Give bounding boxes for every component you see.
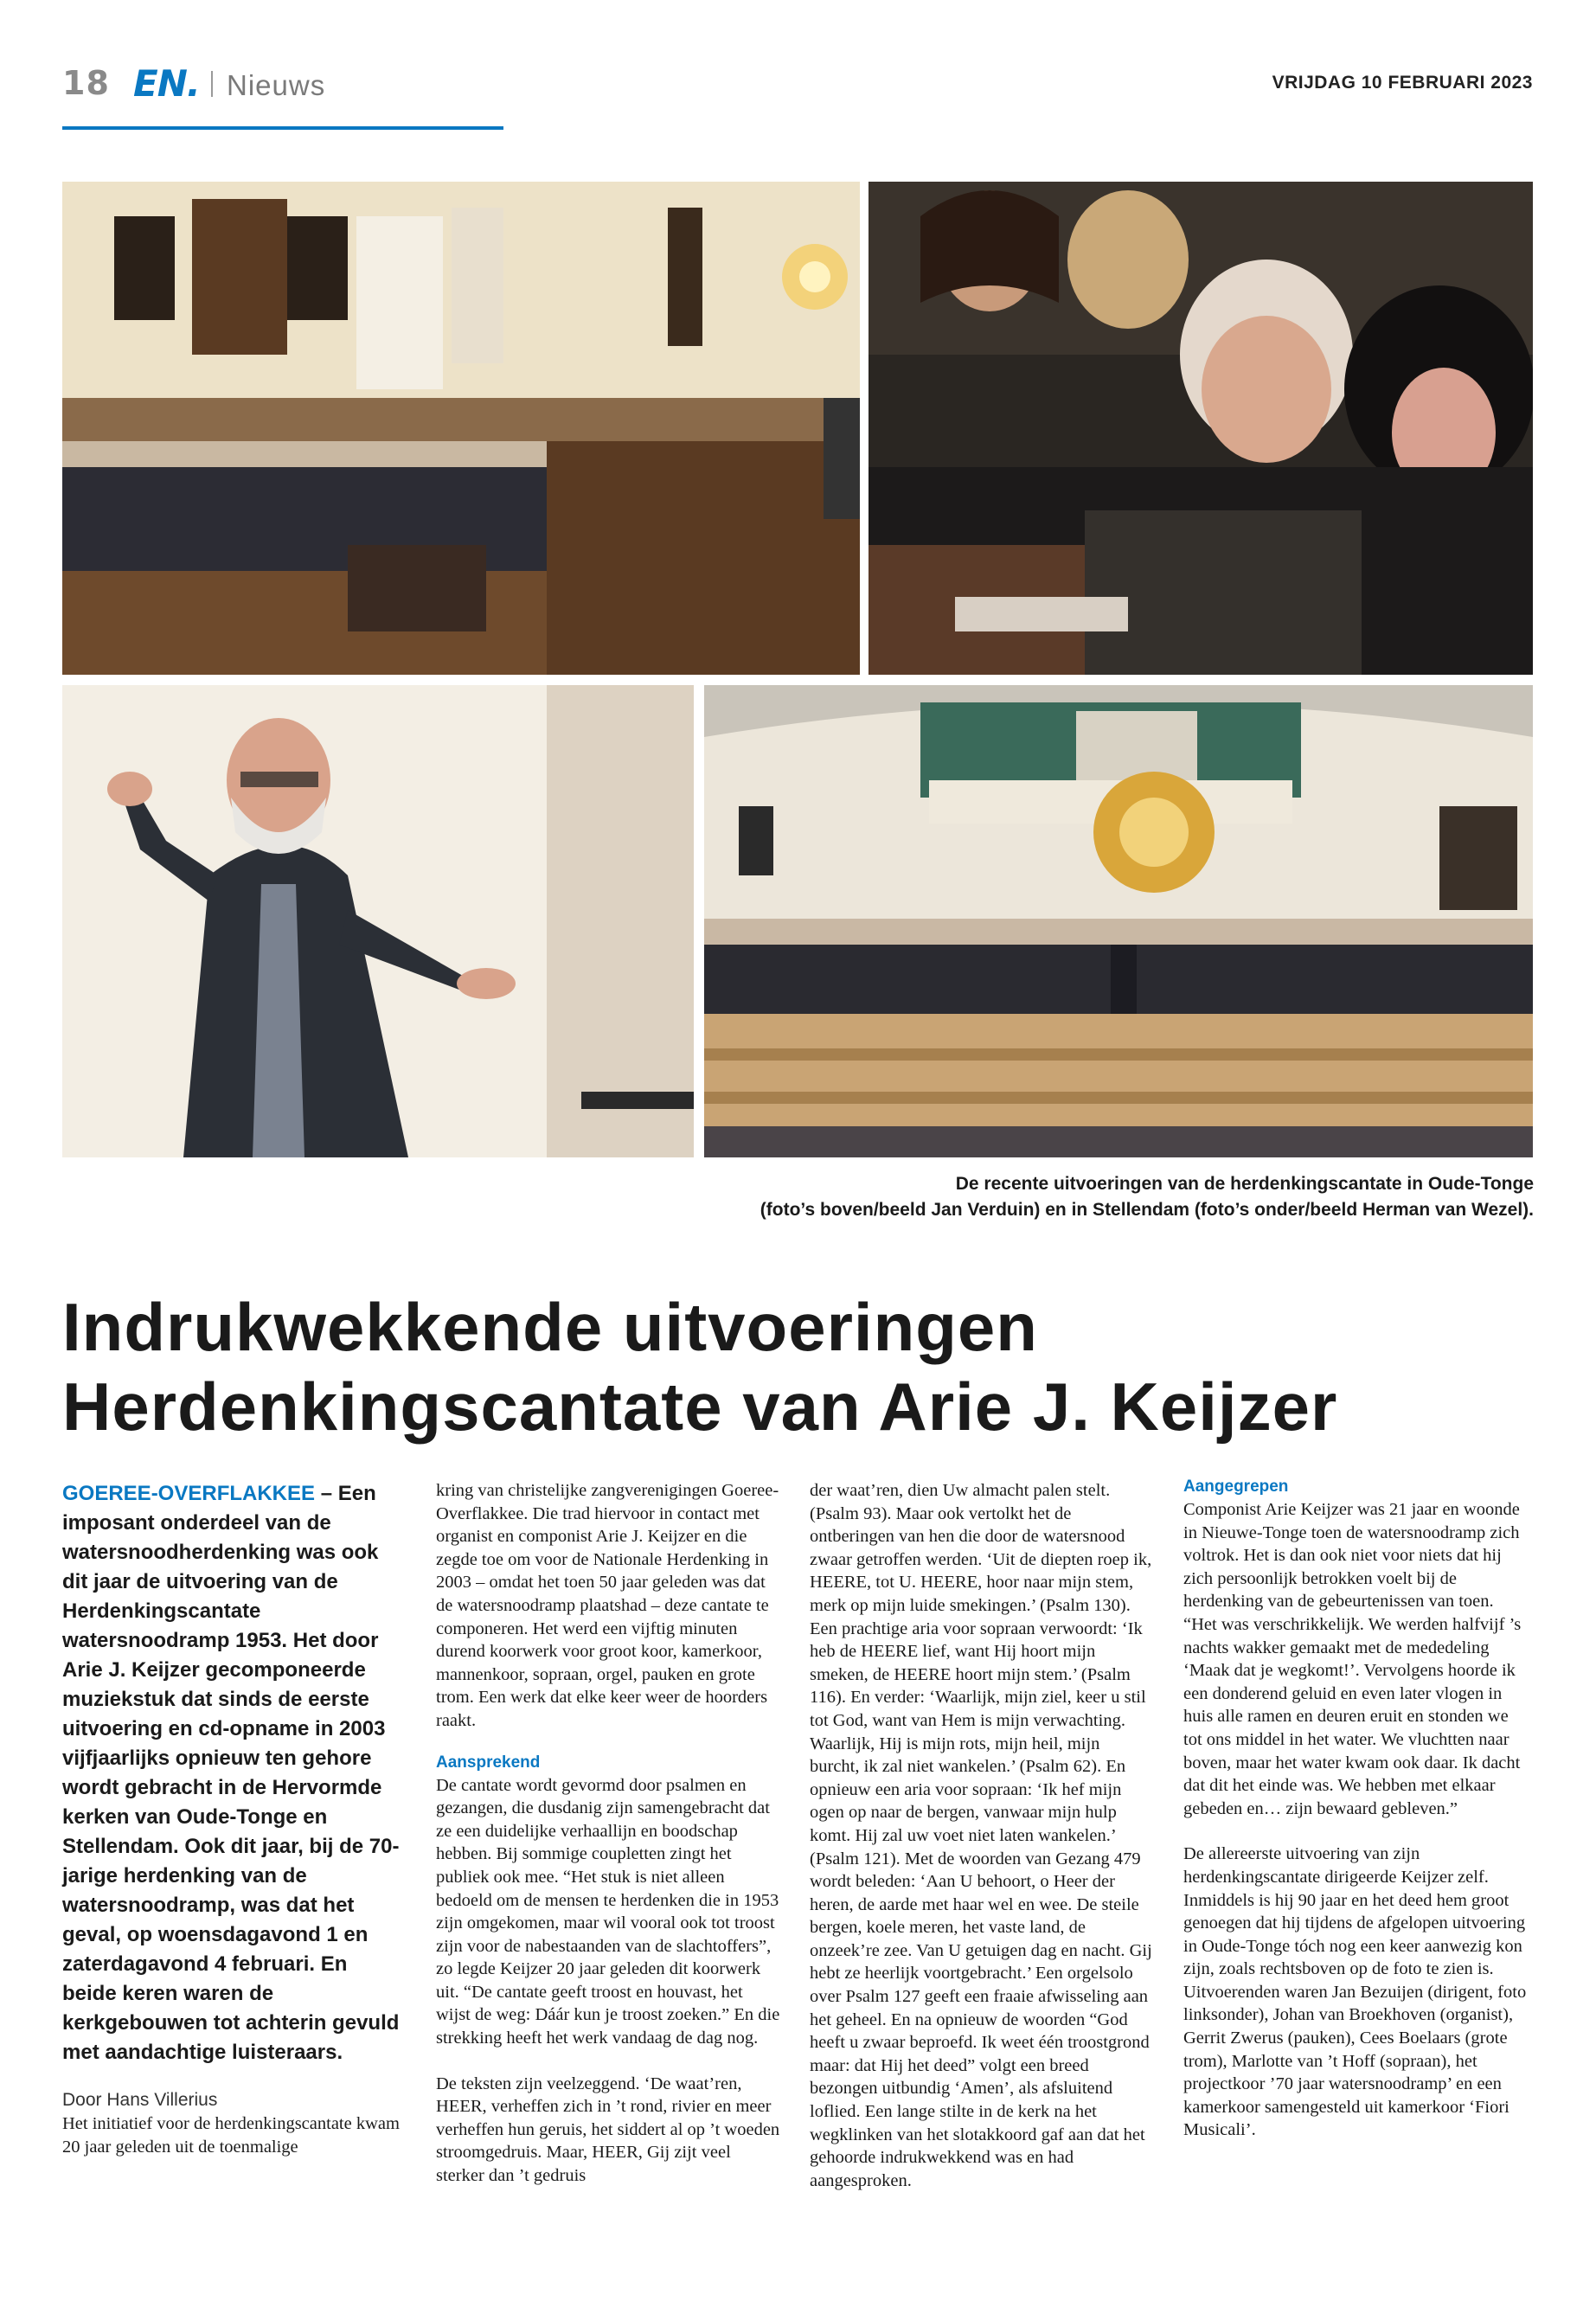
- col2-paragraph-2: De cantate wordt gevormd door psalmen en gezangen, die dusdanig zijn samengebracht dat ze een duidelijke verhaallijn en boodschap hebben. Bij sommige coupletten zingt het publiek ook mee. “Het stuk is niet alleen bedoeld om de mensen te herdenken die in 1953 zijn omgekomen, maar wil vooral ook tot troost zijn voor de nabestaanden van de slachtoffers”, zo legde Keijzer 20 jaar geleden dit koorwerk uit. “De cantate geeft troost en houvast, het wijst de weg: Dáár kun je troost zoeken.” En die strekking heeft het werk vandaag de dag nog.: [436, 1775, 780, 2048]
- col3-paragraph-1: der waat’ren, dien Uw almacht palen stelt. (Psalm 93). Maar ook vertolkt het de ontberingen van hen die door de watersnood zwaar getroffen werden. ‘Uit de diepten roep ik, HEERE, tot U. HEERE, hoor naar mijn stem, merk op mijn luide smekingen.’ (Psalm 130). Een prachtige aria voor sopraan verwoordt: ‘Ik heb de HEERE lief, want Hij hoort mijn smeken, de HEERE hoort mijn stem.’ (Psalm 116). En verder: ‘Waarlijk, mijn ziel, keer u stil tot God, want van Hem is mijn verwachting. Waarlijk, Hij is mijn rots, mijn heil, mijn burcht, ik zal niet wankelen.’ (Psalm 62). En opnieuw een aria voor sopraan: ‘Ik hef mijn ogen op naar de bergen, vanwaar mijn hulp komt. Hij zal uw voet niet laten wankelen.’ (Psalm 121). Met de woorden van Gezang 479 wordt beleden: ‘Aan U behoort, o Heer der heren, de aarde met haar wel en wee. De steile bergen, koele meren, het vaste land, de onzeek’re zee. Van U getuigen dag en nacht. Gij hebt ze heerlijk voortgebracht.’ Een orgelsolo over Psalm 127 geeft een fraaie afwisseling aan het geheel. En na opnieuw de woorden “God heeft u zwaar beproefd. Ik weet één troostgrond maar: dat Hij het deed” volgt een breed bezongen uitbundig ‘Amen’, als afsluitend loflied. Een lange stilte in de kerk na het wegklinken van het slotakkoord gaf aan dat het gehoorde indrukwekkend was en had aangesproken.: [810, 1481, 1152, 2190]
- article-column-1: [62, 1479, 407, 2158]
- masthead-divider: [211, 71, 213, 97]
- caption-line-1: De recente uitvoeringen van de herdenkingscantate in Oude-Tonge: [955, 1174, 1534, 1194]
- choir-oude-tonge-photo: [62, 182, 860, 675]
- section-label: Nieuws: [227, 69, 326, 101]
- subhead-aangegrepen: Aangegrepen: [1183, 1477, 1289, 1496]
- masthead-rule: [62, 126, 503, 130]
- composer-speaking-photo: [62, 685, 694, 1157]
- caption-line-2: (foto’s boven/beeld Jan Verduin) en in Stellendam (foto’s onder/beeld Herman van Wezel).: [760, 1200, 1534, 1220]
- dateline: GOEREE-OVERFLAKKEE: [62, 1482, 316, 1505]
- issue-date: VRIJDAG 10 FEBRUARI 2023: [1272, 73, 1533, 93]
- byline: Door Hans Villerius: [62, 2090, 218, 2110]
- audience-oude-tonge-photo: [869, 182, 1533, 675]
- subhead-aansprekend: Aansprekend: [436, 1753, 541, 1772]
- article-headline: [62, 1287, 1533, 1446]
- col4-paragraph-2: De allereerste uitvoering van zijn herdenkingscantate dirigeerde Keijzer zelf. Inmiddels is hij 90 jaar en het deed hem groot genoegen dat hij tijdens de afgelopen uitvoering in Oude-Tonge tóch nog een keer aanwezig kon zijn, zoals rechtsboven op de foto te zien is. Uitvoerenden waren Jan Bezuijen (dirigent, foto linksonder), Johan van Broekhoven (organist), Gerrit Zwerus (pauken), Cees Boelaars (grote trom), Marlotte van ’t Hoff (sopraan), het projectkoor ’70 jaar watersnoodramp’ en een kamerkoor samengesteld uit kamerkoor ‘Fiori Musicali’.: [1183, 1844, 1527, 2140]
- col2-paragraph-1: kring van christelijke zangverenigingen Goeree-Overflakkee. Die trad hiervoor in contact met organist en componist Arie J. Keijzer en die zegde toe om voor de Nationale Herdenking in 2003 – omdat het toen 50 jaar geleden was dat de watersnoodramp plaatshad – deze cantate te componeren. Het werd een vijftig minuten durend koorwerk voor groot koor, kamerkoor, mannenkoor, sopraan, orgel, pauken en grote trom. Een werk dat elke keer weer de hoorders raakt.: [436, 1481, 779, 1730]
- article-column-3: [810, 1479, 1154, 2192]
- article-lead: [62, 1479, 407, 2067]
- article-column-2: [436, 1479, 780, 2188]
- masthead: [62, 64, 1533, 107]
- col1-body: Het initiatief voor de herdenkingscantate kwam 20 jaar geleden uit de toenmalige: [62, 2114, 400, 2157]
- headline-line-1: Indrukwekkende uitvoeringen: [62, 1289, 1038, 1365]
- photo-caption: [760, 1171, 1534, 1223]
- page-number: 18: [62, 64, 110, 102]
- article-column-4: [1183, 1476, 1528, 2142]
- en-logo[interactable]: EN.: [133, 62, 200, 105]
- col2-paragraph-3: De teksten zijn veelzeggend. ‘De waat’ren, HEER, verheffen zich in ’t rond, rivier en meer verheffen hun geruis, het siddert al op ’t woeden stroomgedruis. Maar, HEER, Gij zijt veel sterker dan ’t gedruis: [436, 2073, 780, 2186]
- choir-stellendam-photo: [704, 685, 1533, 1157]
- lead-text: – Een imposant onderdeel van de watersnoodherdenking was ook dit jaar de uitvoering van de Herdenkingscantate watersnoodramp 1953. Het door Arie J. Keijzer gecomponeerde muziekstuk dat sinds de eerste uitvoering en cd-opname in 2003 vijfjaarlijks opnieuw ten gehore wordt gebracht in de Hervormde kerken van Oude-Tonge en Stellendam. Ook dit jaar, bij de 70-jarige herdenking van de watersnoodramp, was dat het geval, op woensdagavond 1 en zaterdagavond 4 februari. En beide keren waren de kerkgebouwen tot achterin gevuld met aandachtige luisteraars.: [62, 1482, 400, 2064]
- headline-line-2: Herdenkingscantate van Arie J. Keijzer: [62, 1368, 1338, 1445]
- col4-paragraph-1: Componist Arie Keijzer was 21 jaar en woonde in Nieuwe-Tonge toen de watersnoodramp zich voltrok. Het is dan ook niet voor niets dat hij zich persoonlijk betrokken voelt bij de herdenking van de gebeurtenissen van toen. “Het was verschrikkelijk. We werden halfvijf ’s nachts wakker gemaakt met de mededeling ‘Maak dat je wegkomt!’. Vervolgens hoorde ik een donderend geluid en even later vlogen in huis alle ramen en deuren eruit en stonden we tot ons middel in het water. We vluchtten naar boven, maar het water kwam ook daar. Ik dacht dat dit het einde was. We hebben met elkaar gebeden en… zijn bewaard gebleven.”: [1183, 1500, 1522, 1818]
